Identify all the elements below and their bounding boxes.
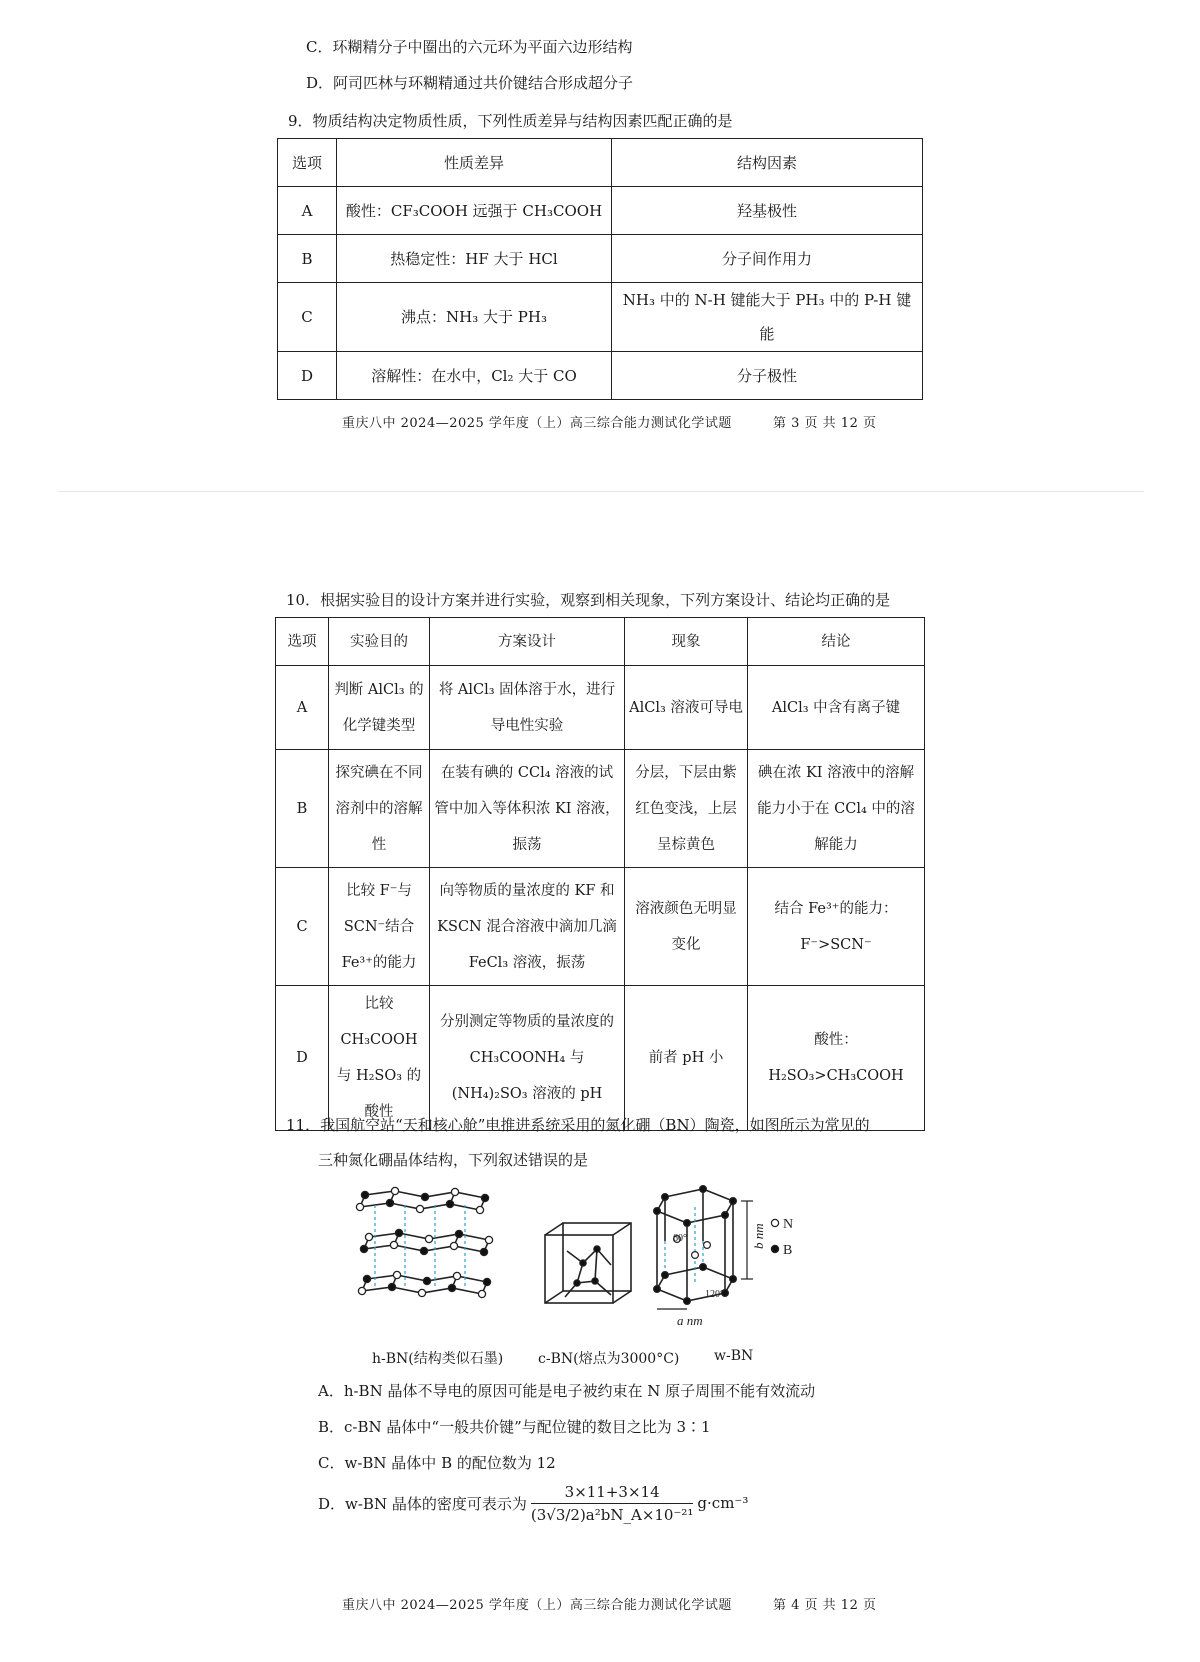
factor-cell: NH₃ 中的 N-H 键能大于 PH₃ 中的 P-H 键能 bbox=[612, 283, 923, 352]
density-numerator: 3×11+3×14 bbox=[531, 1483, 694, 1504]
table-row bbox=[278, 352, 923, 400]
density-fraction bbox=[531, 1483, 694, 1524]
option-cell: B bbox=[276, 750, 329, 868]
factor-cell: 分子极性 bbox=[612, 352, 923, 400]
option-cell: D bbox=[278, 352, 337, 400]
option-cell: C bbox=[278, 283, 337, 352]
page4-footer: 重庆八中 2024—2025 学年度（上）高三综合能力测试化学试题 bbox=[342, 1598, 732, 1613]
table-header: 实验目的 bbox=[329, 618, 430, 666]
conclusion-cell: 酸性：H₂SO₃>CH₃COOH bbox=[748, 986, 925, 1131]
prev-option-c: C．环糊精分子中圈出的六元环为平面六边形结构 bbox=[306, 38, 633, 56]
table-row bbox=[276, 986, 925, 1131]
bn-crystal-figure bbox=[355, 1185, 915, 1345]
table-header: 性质差异 bbox=[337, 139, 612, 187]
q11-option-a: A．h-BN 晶体不导电的原因可能是电子被约束在 N 原子周围不能有效流动 bbox=[318, 1382, 816, 1400]
q10-stem: 10．根据实验目的设计方案并进行实验，观察到相关现象，下列方案设计、结论均正确的是 bbox=[286, 591, 891, 609]
table-row bbox=[278, 187, 923, 235]
phenomenon-cell: 分层，下层由紫红色变浅，上层呈棕黄色 bbox=[625, 750, 748, 868]
wbn-caption: w-BN bbox=[714, 1348, 754, 1364]
hbn-caption: h-BN(结构类似石墨) bbox=[372, 1351, 504, 1367]
phenomenon-cell: 溶液颜色无明显变化 bbox=[625, 868, 748, 986]
table-row bbox=[278, 283, 923, 352]
q11-option-d bbox=[318, 1470, 748, 1536]
table-header: 方案设计 bbox=[430, 618, 625, 666]
wbn-angle-120: 120° bbox=[705, 1289, 724, 1300]
conclusion-cell: AlCl₃ 中含有离子键 bbox=[748, 666, 925, 750]
conclusion-cell: 结合 Fe³⁺的能力：F⁻>SCN⁻ bbox=[748, 868, 925, 986]
table-row bbox=[278, 235, 923, 283]
property-cell: 沸点：NH₃ 大于 PH₃ bbox=[337, 283, 612, 352]
factor-cell: 羟基极性 bbox=[612, 187, 923, 235]
wbn-angle-60: 60° bbox=[673, 1233, 687, 1244]
page3-footer: 重庆八中 2024—2025 学年度（上）高三综合能力测试化学试题 bbox=[342, 416, 732, 431]
density-unit: g·cm⁻³ bbox=[697, 1494, 749, 1512]
cbn-structure bbox=[545, 1223, 631, 1303]
purpose-cell: 比较 CH₃COOH 与 H₂SO₃ 的酸性 bbox=[329, 986, 430, 1131]
option-cell: A bbox=[276, 666, 329, 750]
design-cell: 将 AlCl₃ 固体溶于水，进行导电性实验 bbox=[430, 666, 625, 750]
legend-n-label: N bbox=[783, 1217, 794, 1232]
table-header-row bbox=[276, 618, 925, 666]
table-header: 现象 bbox=[625, 618, 748, 666]
option-cell: B bbox=[278, 235, 337, 283]
wbn-b-label: b nm bbox=[751, 1223, 766, 1249]
q11-stem-line1: 11．我国航空站“天和核心舱”电推进系统采用的氮化硼（BN）陶瓷，如图所示为常见的 bbox=[286, 1116, 870, 1134]
q9-stem: 9．物质结构决定物质性质，下列性质差异与结构因素匹配正确的是 bbox=[288, 112, 733, 130]
table-header: 结构因素 bbox=[612, 139, 923, 187]
legend-n-symbol bbox=[771, 1219, 778, 1226]
option-cell: D bbox=[276, 986, 329, 1131]
property-cell: 热稳定性：HF 大于 HCl bbox=[337, 235, 612, 283]
table-row bbox=[276, 666, 925, 750]
q9-table bbox=[277, 138, 923, 400]
conclusion-cell: 碘在浓 KI 溶液中的溶解能力小于在 CCl₄ 中的溶解能力 bbox=[748, 750, 925, 868]
design-cell: 分别测定等物质的量浓度的 CH₃COONH₄ 与 (NH₄)₂SO₃ 溶液的 pH bbox=[430, 986, 625, 1131]
property-cell: 溶解性：在水中，Cl₂ 大于 CO bbox=[337, 352, 612, 400]
page4-number: 第 4 页 共 12 页 bbox=[773, 1598, 877, 1613]
q11-option-c: C．w-BN 晶体中 B 的配位数为 12 bbox=[318, 1454, 556, 1472]
table-row bbox=[276, 750, 925, 868]
q10-table bbox=[275, 617, 925, 1131]
purpose-cell: 探究碘在不同溶剂中的溶解性 bbox=[329, 750, 430, 868]
table-row bbox=[276, 868, 925, 986]
phenomenon-cell: AlCl₃ 溶液可导电 bbox=[625, 666, 748, 750]
purpose-cell: 判断 AlCl₃ 的化学键类型 bbox=[329, 666, 430, 750]
density-denominator: (3√3/2)a²bN_A×10⁻²¹ bbox=[530, 1505, 694, 1524]
cbn-caption: c-BN(熔点为3000°C) bbox=[538, 1351, 680, 1367]
prev-option-d: D．阿司匹林与环糊精通过共价键结合形成超分子 bbox=[306, 74, 634, 92]
hbn-atoms bbox=[356, 1187, 492, 1297]
q11-stem-line2: 三种氮化硼晶体结构，下列叙述错误的是 bbox=[318, 1151, 589, 1169]
table-header: 结论 bbox=[748, 618, 925, 666]
page3-number: 第 3 页 共 12 页 bbox=[773, 416, 877, 431]
table-header-row bbox=[278, 139, 923, 187]
option-cell: C bbox=[276, 868, 329, 986]
option-cell: A bbox=[278, 187, 337, 235]
legend-b-label: B bbox=[783, 1243, 793, 1258]
option-d-prefix: D．w-BN 晶体的密度可表示为 bbox=[318, 1494, 527, 1513]
legend-b-symbol bbox=[771, 1245, 778, 1252]
wbn-a-label: a nm bbox=[677, 1313, 703, 1328]
q11-option-b: B．c-BN 晶体中“一般共价键”与配位键的数目之比为 3∶1 bbox=[318, 1418, 711, 1436]
property-cell: 酸性：CF₃COOH 远强于 CH₃COOH bbox=[337, 187, 612, 235]
table-header: 选项 bbox=[278, 139, 337, 187]
phenomenon-cell: 前者 pH 小 bbox=[625, 986, 748, 1131]
design-cell: 在装有碘的 CCl₄ 溶液的试管中加入等体积浓 KI 溶液，振荡 bbox=[430, 750, 625, 868]
design-cell: 向等物质的量浓度的 KF 和 KSCN 混合溶液中滴加几滴 FeCl₃ 溶液，振荡 bbox=[430, 868, 625, 986]
page-separator bbox=[58, 491, 1144, 492]
purpose-cell: 比较 F⁻与 SCN⁻结合 Fe³⁺的能力 bbox=[329, 868, 430, 986]
table-header: 选项 bbox=[276, 618, 329, 666]
factor-cell: 分子间作用力 bbox=[612, 235, 923, 283]
